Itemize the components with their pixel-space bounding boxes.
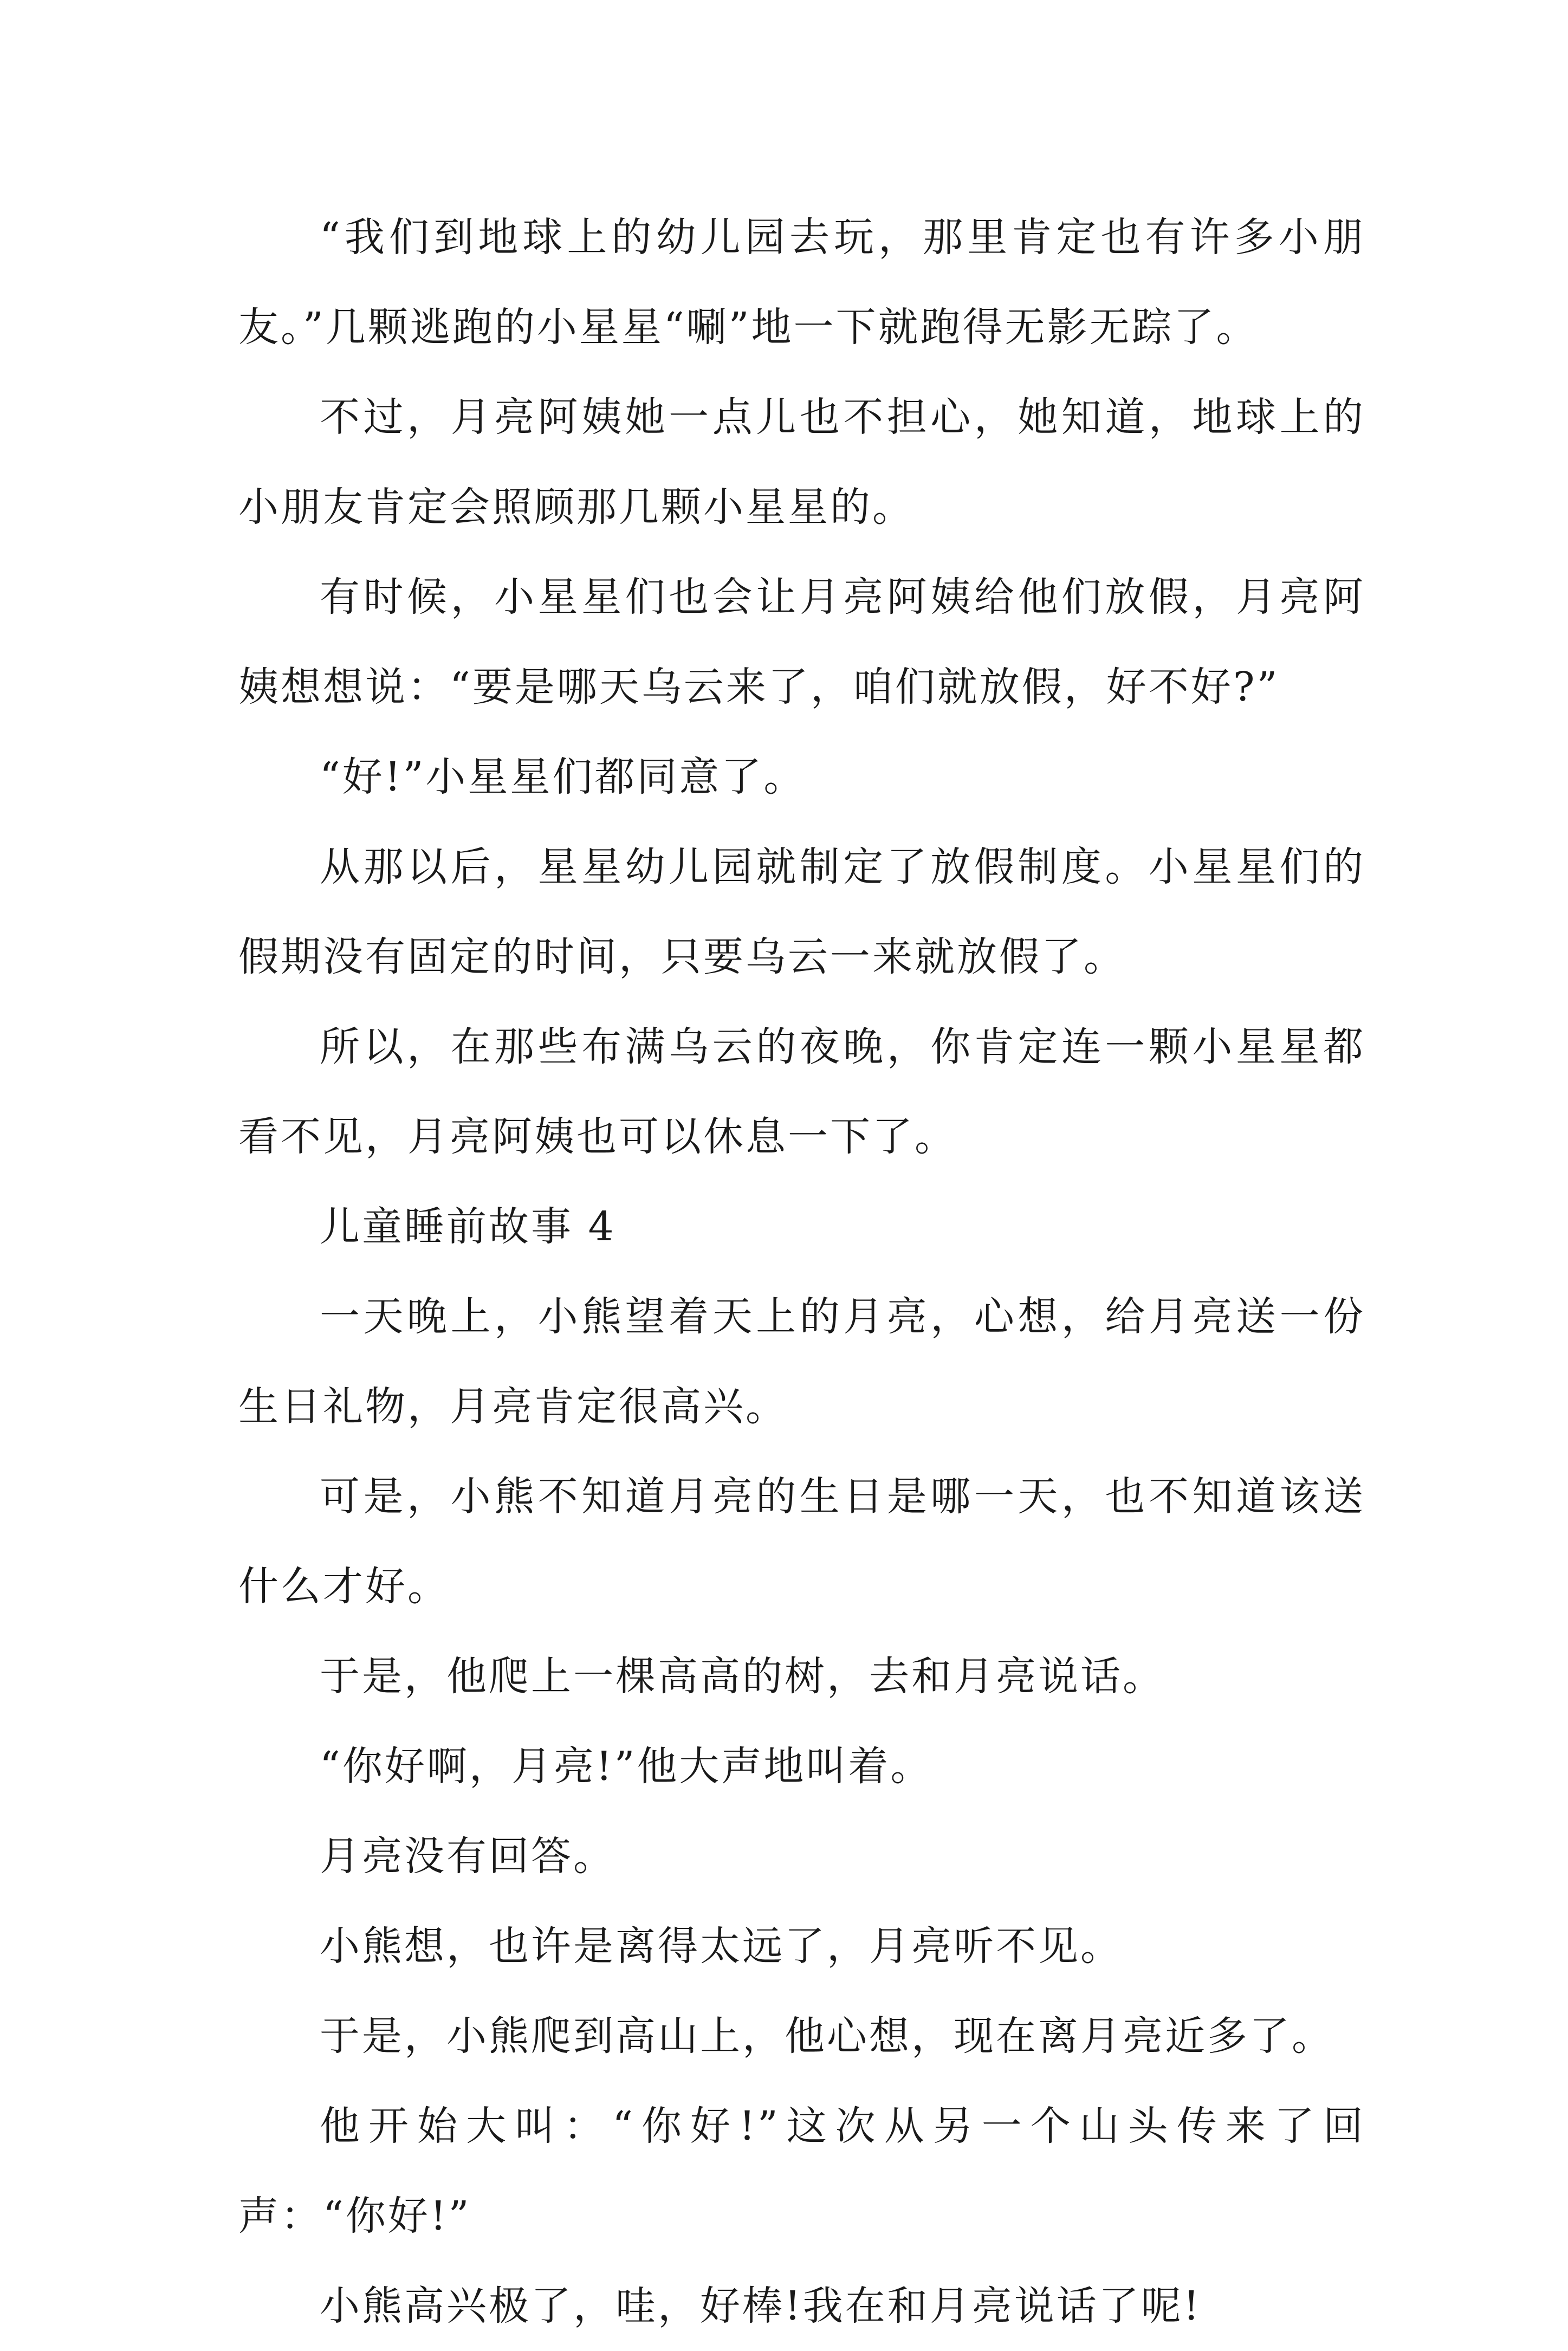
paragraph-8: 一天晚上，小熊望着天上的月亮，心想，给月亮送一份生日礼物，月亮肯定很高兴。 [238, 1293, 1365, 1430]
paragraph-14: 于是，小熊爬到高山上，他心想，现在离月亮近多了。 [320, 2013, 1334, 2059]
paragraph-12: 月亮没有回答。 [320, 1833, 615, 1880]
paragraph-1: “我们到地球上的幼儿园去玩，那里肯定也有许多小朋友。”几颗逃跑的小星星“唰”地一下就跑得无影无踪了。 [238, 214, 1365, 351]
paragraph-5: 从那以后，星星幼儿园就制定了放假制度。小星星们的假期没有固定的时间，只要乌云一来就放假了。 [238, 844, 1365, 980]
paragraph-15: 他开始大叫：“你好!”这次从另一个山头传来了回声：“你好!” [238, 2103, 1365, 2239]
paragraph-2: 不过，月亮阿姨她一点儿也不担心，她知道，地球上的小朋友肯定会照顾那几颗小星星的。 [238, 394, 1365, 530]
document-body [238, 192, 1365, 2351]
paragraph-13: 小熊想，也许是离得太远了，月亮听不见。 [320, 1923, 1123, 1970]
paragraph-6: 所以，在那些布满乌云的夜晚，你肯定连一颗小星星都看不见，月亮阿姨也可以休息一下了。 [238, 1024, 1365, 1160]
paragraph-3: 有时候，小星星们也会让月亮阿姨给他们放假，月亮阿姨想想说：“要是哪天乌云来了，咱们就放假，好不好?” [238, 574, 1365, 710]
paragraph-10: 于是，他爬上一棵高高的树，去和月亮说话。 [320, 1653, 1165, 1700]
paragraph-9: 可是，小熊不知道月亮的生日是哪一天，也不知道该送什么才好。 [238, 1473, 1365, 1610]
story-heading: 儿童睡前故事 4 [320, 1203, 616, 1250]
paragraph-16: 小熊高兴极了，哇，好棒!我在和月亮说话了呢! [320, 2283, 1202, 2329]
paragraph-11: “你好啊，月亮!”他大声地叫着。 [320, 1743, 933, 1790]
paragraph-4: “好!”小星星们都同意了。 [320, 754, 806, 800]
